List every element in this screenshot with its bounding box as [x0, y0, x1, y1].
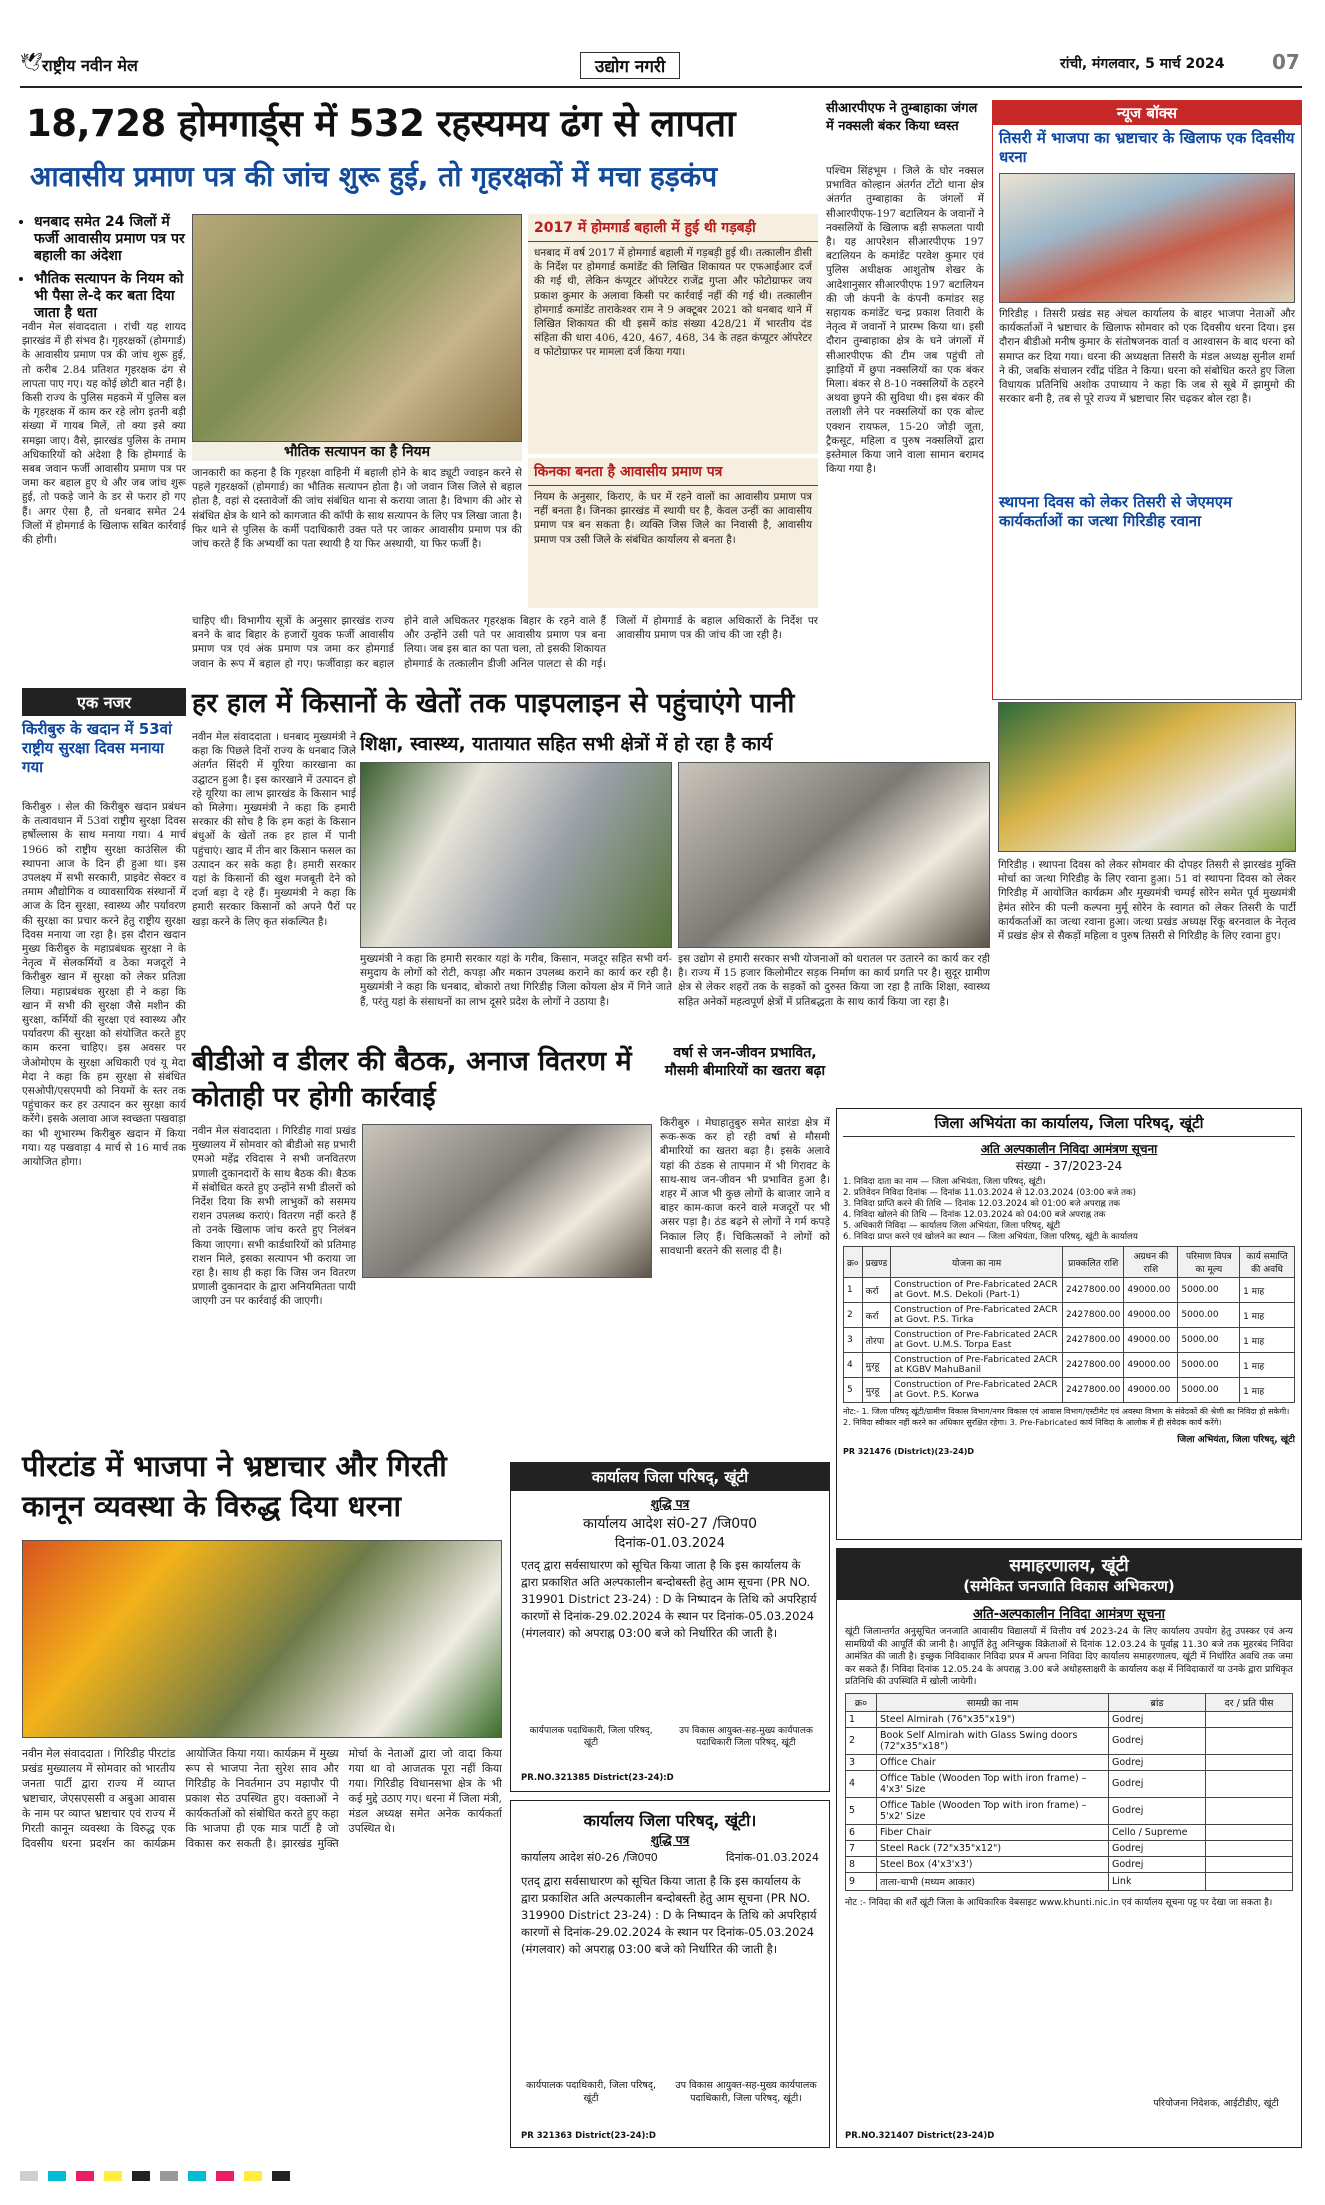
table-row [846, 1770, 1293, 1797]
table-row [844, 1278, 1295, 1303]
side-body-2017: धनबाद में वर्ष 2017 में होमगार्ड बहाली में गड़बड़ी हुई थी। तत्कालीन डीसी के निर्देश पर होमगार्ड कमांडेंट की लिखित शिकायत पर एफआईआर दर्ज की गई थी, लेकिन कंप्यूटर ऑपरेटर राजेंद्र गुप्ता और फोटोग्राफर जय प्रकाश कुमार के अलावा किसी पर कार्रवाई नहीं की गई थी। तत्कालीन होमगार्ड कमांडेंट ताराकेश्वर राम ने 9 अक्टूबर 2021 को धनबाद थाने में लिखित शिकायत की थी इसमें कांड संख्या 428/21 में भारतीय दंड संहिता की धारा 406, 420, 467, 468, 34 के तहत कंप्यूटर ऑपरेटर व फोटोग्राफर पर मामला दर्ज किया गया। [534, 247, 812, 359]
ad-itda-pr: PR.NO.321407 District(23-24)D [845, 2131, 995, 2141]
side-box-residence [528, 458, 818, 608]
ad-itda-notice: अति-अल्पकालीन निविदा आमंत्रण सूचना [972, 1607, 1166, 1622]
ad-itda-table [845, 1693, 1293, 1891]
table-row [844, 1328, 1295, 1353]
paper-name: राष्ट्रीय नवीन मेल [42, 56, 138, 75]
lead-subhead: आवासीय प्रमाण पत्र की जांच शुरू हुई, तो गृहरक्षकों में मचा हड़कंप [30, 160, 718, 193]
table-cell: 4 [846, 1770, 877, 1797]
table-header: क्र० [844, 1247, 863, 1278]
page-number: 07 [1272, 50, 1300, 74]
table-cell: 5000.00 [1178, 1353, 1240, 1378]
dharna-photo [999, 173, 1295, 303]
bdo-body-cont [362, 1282, 652, 1412]
ad-engineer-notes: नोट:- 1. जिला परिषद् खूंटी/ग्रामीण विकास विभाग/नगर विकास एवं आवास विभाग/एस्टीमेट एवं अवस्था विभाग के संवेदकों की श्रेणी का निविदा हो सकेगी। 2. निविदा स्वीकार नहीं करने का अधिकार सुरक्षित रहेगा। 3. Pre-Fabricated कार्य निविदा के आलोक में ही संवेदक कार्य करेंगे। [843, 1407, 1290, 1427]
ad-itda-office: समाहरणालय, खूंटी [837, 1549, 1301, 1576]
table-header: परिमाण विपत्र का मूल्य [1178, 1247, 1240, 1278]
homeguard-parade-photo [192, 214, 522, 442]
table-header: प्राक्कलित राशि [1062, 1247, 1123, 1278]
table-cell: 5000.00 [1178, 1378, 1240, 1403]
cm-stage-photo [678, 762, 990, 948]
farmers-headline: हर हाल में किसानों के खेतों तक पाइपलाइन से पहुंचाएंगे पानी [192, 688, 795, 719]
news-box-item2-headline: स्थापना दिवस को लेकर तिसरी से जेएमएम कार्यकर्ताओं का जत्था गिरिडीह रवाना [999, 493, 1233, 530]
table-row [846, 1840, 1293, 1856]
ad-corr2-office: कार्यालय जिला परिषद्, खूंटी। [583, 1811, 757, 1830]
table-cell: 2427800.00 [1062, 1278, 1123, 1303]
info-row: 5. अधिकारी निविदा — कार्यालय जिला अभियंता, जिला परिषद्, खूंटी [843, 1221, 1061, 1231]
table-cell: Construction of Pre-Fabricated 2ACR at Govt. U.M.S. Torpa East [891, 1328, 1063, 1353]
table-cell: 1 माह [1240, 1378, 1295, 1403]
table-cell: ताला-चाभी (मध्यम आकार) [877, 1872, 1109, 1890]
table-cell: Steel Almirah (76"x35"x19") [877, 1711, 1109, 1727]
table-cell: 1 माह [1240, 1278, 1295, 1303]
farmers-subhead: शिक्षा, स्वास्थ्य, यातायात सहित सभी क्षेत्रों में हो रहा है कार्य [360, 733, 773, 755]
ad-corrigendum-1 [510, 1462, 830, 1792]
lead-body-bottom: चाहिए थी। विभागीय सूत्रों के अनुसार झारखंड राज्य बनने के बाद बिहार के हजारों युवक फर्जी आवासीय प्रमाण पत्र एवं अंक प्रमाण पत्र जमा कर होमगार्ड जवान के रूप में बहाल हो गए। फर्जीवाड़ा कर बहाल होने वाले अधिकतर गृहरक्षक बिहार के रहने वाले हैं और उन्होंने उसी पते पर आवासीय प्रमाण पत्र बना लिया। जब इस बात का पता चला, तो इसकी शिकायत होमगार्ड के तत्कालीन डीजी अनिल पालटा से की गई। जिलों में होमगार्ड के बहाल अधिकारों के निर्देश पर आवासीय प्रमाण पत्र की जांच की जा रही है। [192, 615, 818, 670]
side-body-residence: नियम के अनुसार, किराए, के घर में रहने वालों का आवासीय प्रमाण पत्र नहीं बनता है। जिनका झारखंड में स्थायी घर है, केवल उन्हीं का आवासीय प्रमाण पत्र बन सकता है। व्यक्ति जिस जिले का निवासी है, आवासीय प्रमाण पत्र उसी जिले के संबंधित कार्यालय से बनता है। [534, 491, 812, 546]
table-cell: कर्रा [862, 1278, 891, 1303]
lead-bullet: • भौतिक सत्यापन के नियम को भी पैसा ले-दे कर बता दिया जाता है धता [34, 271, 186, 322]
table-cell: Office Table (Wooden Top with iron frame) – 4'x3' Size [877, 1770, 1109, 1797]
side-head-residence: किनका बनता है आवासीय प्रमाण पत्र [528, 458, 818, 486]
table-cell [1206, 1824, 1293, 1840]
table-cell: 5000.00 [1178, 1278, 1240, 1303]
farmers-caption-right: इस उद्योग से हमारी सरकार सभी योजनाओं को धरातल पर उतारने का कार्य कर रही है। राज्य में 15 हजार किलोमीटर सड़क निर्माण का कार्य प्रगति पर है। सुदूर ग्रामीण क्षेत्र से लेकर शहरों तक के सड़कों को दुरुस्त किया जा रहा है ताकि शिक्षा, स्वास्थ्य सहित अनेकों महत्वपूर्ण क्षेत्रों में प्रतिबद्धता के साथ कार्य किया जा रहा है। [678, 953, 990, 1008]
info-row: 2. प्रतिवेदन निविदा दिनांक — दिनांक 11.03.2024 से 12.03.2024 (03:00 बजे तक) [843, 1188, 1136, 1198]
table-cell: Godrej [1109, 1754, 1206, 1770]
table-row [846, 1824, 1293, 1840]
info-row: 1. निविदा दाता का नाम — जिला अभियंता, जिला परिषद्, खूंटी। [843, 1177, 1046, 1187]
ad-corr2-order-line [511, 1848, 829, 1867]
ad-corr2-sign-left: कार्यपालक पदाधिकारी, जिला परिषद्, खूंटी [526, 2080, 656, 2104]
ad-corr1-text: एतद् द्वारा सर्वसाधारण को सूचित किया जाता है कि इस कार्यालय के द्वारा प्रकाशित अति अल्पकालीन बन्दोबस्ती हेतु आम सूचना (PR NO. 319901 District 23-24) : D के निष्पादन के तिथि को अपरिहार्य कारणों से दिनांक-29.02.2024 के स्थान पर दिनांक-05.03.2024 (मंगलवार) को अपराह्न 03:00 बजे को निर्धारित की जाती है। [521, 1558, 817, 1640]
table-row [844, 1303, 1295, 1328]
table-cell: 1 [846, 1711, 877, 1727]
info-row: 3. निविदा प्राप्ति करने की तिथि — दिनांक 12.03.2024 को 01:00 बजे अपराह्न तक [843, 1199, 1121, 1209]
table-header: क्र० [846, 1693, 877, 1711]
ad-corr2-pr: PR 321363 District(23-24):D [521, 2131, 656, 2141]
table-cell: Godrej [1109, 1711, 1206, 1727]
ad-corr1-office: कार्यालय जिला परिषद्, खूंटी [511, 1463, 829, 1491]
table-cell [1206, 1770, 1293, 1797]
pirtand-headline: पीरटांड में भाजपा ने भ्रष्टाचार और गिरती कानून व्यवस्था के विरुद्ध दिया धरना [22, 1449, 447, 1523]
bird-logo-icon: 🕊 [20, 52, 43, 73]
jmm-rally-photo [998, 702, 1296, 852]
table-row [846, 1872, 1293, 1890]
table-header: प्रखण्ड [862, 1247, 891, 1278]
table-cell: Godrej [1109, 1856, 1206, 1872]
section-label: उद्योग नगरी [580, 52, 680, 79]
table-cell: Office Chair [877, 1754, 1109, 1770]
table-cell: Steel Box (4'x3'x3') [877, 1856, 1109, 1872]
side-head-2017: 2017 में होमगार्ड बहाली में हुई थी गड़बड़ी [528, 214, 818, 242]
lead-body-left: नवीन मेल संवाददाता । रांची यह शायद झारखंड में ही संभव है। गृहरक्षकों (होमगार्ड) के आवासीय प्रमाण पत्र की जांच शुरू हुई, तो करीब 2.84 प्रतिशत गृहरक्षक ढंग से लापता पाए गए। यह कोई छोटी बात नहीं है। किसी राज्य के पुलिस महकमे में पुलिस बल के गृहरक्षक में काम कर रहे लोग इतनी बड़ी संख्या में गायब मिलें, तो क्या इसे क्या समझा जाए। वैसे, झारखंड पुलिस के तमाम अधिकारियों को अंदेशा है कि होमगार्ड के सबब जवान फर्जी आवासीय प्रमाण पत्र पर जमा कर बहाल हुए थे और जब जांच शुरू हुई, तो पकड़े जाने के डर से फरार हो गए हैं। अगर ऐसा है, तो धनबाद समेत 24 जिलों में होमगार्ड के खिलाफ सबित कार्रवाई की होगी। [22, 321, 186, 547]
ad-itda-note: नोट :- निविदा की शर्तें खूंटी जिला के आधिकारिक वेबसाइट www.khunti.nic.in एवं कार्यालय सूचना पट्ट पर देखा जा सकता है। [845, 1897, 1273, 1908]
table-cell: Construction of Pre-Fabricated 2ACR at Govt. P.S. Korwa [891, 1378, 1063, 1403]
table-cell: 1 माह [1240, 1328, 1295, 1353]
masthead [20, 48, 1302, 88]
table-cell: Office Table (Wooden Top with iron frame) – 5'x2' Size [877, 1797, 1109, 1824]
ad-corr1-shuddhi: शुद्धि पत्र [650, 1497, 690, 1511]
ad-engineer-pr: PR 321476 (District)(23-24)D [843, 1447, 975, 1456]
table-cell: 5000.00 [1178, 1303, 1240, 1328]
table-row [846, 1856, 1293, 1872]
ad-corr1-date: दिनांक-01.03.2024 [615, 1536, 725, 1551]
masthead-rule [20, 86, 1302, 88]
table-row [846, 1711, 1293, 1727]
table-cell: 9 [846, 1872, 877, 1890]
bdo-headline: बीडीओ व डीलर की बैठक, अनाज वितरण में कोताही पर होगी कार्रवाई [192, 1046, 632, 1113]
farmers-caption-left: मुख्यमंत्री ने कहा कि हमारी सरकार यहां के गरीब, किसान, मजदूर सहित सभी वर्ग-समुदाय के लोगों को रोटी, कपड़ा और मकान उपलब्ध कराने का कार्य कर रही है। मुख्यमंत्री ने कहा कि धनबाद, बोकारो तथा गिरिडीह जिला कोयला क्षेत्र में गिने जाते हैं, परंतु यहां के संसाधनों का लाभ दूसरे प्रदेश के लोगों ने उठाया है। [360, 953, 672, 1008]
table-cell: 49000.00 [1124, 1278, 1178, 1303]
ad-itda-sign: परियोजना निदेशक, आईटीडीए, खूंटी [1153, 2098, 1279, 2109]
table-cell: Cello / Supreme [1109, 1824, 1206, 1840]
ad-engineer-info [843, 1177, 1295, 1243]
table-cell: Godrej [1109, 1840, 1206, 1856]
table-header: सामग्री का नाम [877, 1693, 1109, 1711]
table-cell: 5 [846, 1797, 877, 1824]
table-cell: Link [1109, 1872, 1206, 1890]
table-header-row [846, 1693, 1293, 1711]
table-header: योजना का नाम [891, 1247, 1063, 1278]
table-cell: Steel Rack (72"x35"x12") [877, 1840, 1109, 1856]
table-cell: Construction of Pre-Fabricated 2ACR at Govt. M.S. Dekoli (Part-1) [891, 1278, 1063, 1303]
table-cell: 2427800.00 [1062, 1353, 1123, 1378]
table-cell: 49000.00 [1124, 1303, 1178, 1328]
table-cell: 49000.00 [1124, 1378, 1178, 1403]
info-row: 6. निविदा प्राप्त करने एवं खोलने का स्थान — जिला अभियंता, जिला परिषद्, खूंटी के कार्यालय [843, 1232, 1138, 1242]
table-row [844, 1378, 1295, 1403]
ek-nazar-label: एक नजर [22, 688, 186, 716]
table-cell: 3 [844, 1328, 863, 1353]
table-cell: 2 [844, 1303, 863, 1328]
ad-corr1-sign-left: कार्यपालक पदाधिकारी, जिला परिषद्, खूंटी [529, 1726, 653, 1748]
dateline: रांची, मंगलवार, 5 मार्च 2024 [1060, 56, 1225, 72]
table-row [846, 1797, 1293, 1824]
ad-itda-intro: खूंटी जिलान्तर्गत अनुसूचित जनजाति आवासीय विद्यालयों में वित्तीय वर्ष 2023-24 के लिए कार्यालय उपयोग हेतु उपस्कर एवं अन्य सामग्रियों की आपूर्ति की जानी है। आपूर्ति हेतु अनिच्छुक विक्रेताओं से दिनांक 12.03.24 के पूर्वाह्न 11.30 बजे तक मुहरबंद निविदा आमंत्रित की जाती है। इच्छुक निविदाकार निविदा प्रपत्र में अपना निविदा दिए कार्यालय समाहरणालय, खूंटी में निर्धारित अवधि तक जमा कर सकते हैं। निविदा दिनांक 12.05.24 के अपराह्न 3.00 बजे अधोहस्ताक्षरी के कार्यालय कक्ष में निविदाकारों या उनके द्वारा प्राधिकृत प्रतिनिधि की उपस्थिति में खोली जायेगी। [845, 1626, 1293, 1687]
table-row [844, 1353, 1295, 1378]
table-row [846, 1727, 1293, 1754]
table-cell: 4 [844, 1353, 863, 1378]
table-cell: Godrej [1109, 1727, 1206, 1754]
lead-headline: 18,728 होमगार्ड्स में 532 रहस्यमय ढंग से लापता [26, 102, 736, 145]
news-box-item1-headline: तिसरी में भाजपा का भ्रष्टाचार के खिलाफ एक दिवसीय धरना [999, 129, 1295, 166]
lead-bullets [22, 214, 186, 328]
table-cell: 1 [844, 1278, 863, 1303]
table-cell: कर्रा [862, 1303, 891, 1328]
info-row: 4. निविदा खोलने की तिथि — दिनांक 12.03.2024 को 04:00 बजे अपराह्न तक [843, 1210, 1106, 1220]
ad-itda-tender [836, 1548, 1302, 2148]
table-row [846, 1754, 1293, 1770]
farmers-body: नवीन मेल संवाददाता । धनबाद मुख्यमंत्री ने कहा कि पिछले दिनों राज्य के धनबाद जिले अंतर्गत सिंदरी में यूरिया कारखाना का उद्घाटन हुआ है। इस कारखाने में उत्पादन हो रहे यूरिया का लाभ झारखंड के किसान भाई को मिलेगा। मुख्यमंत्री ने कहा कि हमारी सरकार की सोच है कि हम कहां के किसान बंधुओं के खेतों तक हर हाल में पानी पहुंचाएं। खाद में तीन बार किसान फसल का उत्पादन कर सके कहा है। हमारी सरकार यहां के किसानों की खुश मजबूती देने को दर्जा बड़ा दे रहे हैं। मुख्यमंत्री ने कहा कि हमारी सरकार किसानों को अपने पैरों पर खड़ा करने के लिए कृत संकल्पित है। [192, 731, 356, 928]
photo-caption: भौतिक सत्यापन का है नियम [192, 442, 522, 461]
table-cell: तोरपा [862, 1328, 891, 1353]
table-header: ब्रांड [1109, 1693, 1206, 1711]
table-cell: 49000.00 [1124, 1328, 1178, 1353]
table-cell [1206, 1754, 1293, 1770]
table-cell: 1 माह [1240, 1303, 1295, 1328]
ad-engineer-table [843, 1246, 1295, 1403]
crpf-headline: सीआरपीएफ ने तुम्बाहाका जंगल में नक्सली बंकर किया ध्वस्त [826, 101, 978, 134]
table-header: कार्य समाप्ति की अवधि [1240, 1247, 1295, 1278]
table-header: अग्रधन की राशि [1124, 1247, 1178, 1278]
table-cell: 7 [846, 1840, 877, 1856]
side-box-2017 [528, 214, 818, 454]
news-box-item1-body: गिरिडीह । तिसरी प्रखंड सह अंचल कार्यालय के बाहर भाजपा नेताओं और कार्यकर्ताओं ने भ्रष्टाचार के खिलाफ सोमवार को एक दिवसीय धरना दिया। इस दौरान बीडीओ मनीष कुमार के संतोषजनक वार्ता व आश्वासन के बाद धरना को समाप्त कर दिया गया। धरना की अध्यक्षता तिसरी के मंडल अध्यक्ष सुनील शर्मा ने की, जबकि संचालन रवींद्र पंडित ने किया। धरना को संबोधित करते हुए जिला विधायक प्रतिनिधि अशोक उपाध्याय ने कहा कि जब से सूबे में झामुमो की सरकार बनी है, तब से पूरे राज्य में भ्रष्टाचार सिर चढ़कर बोल रहा है। [999, 308, 1295, 406]
table-header-row [844, 1247, 1295, 1278]
ad-engineer-office: जिला अभियंता का कार्यालय, जिला परिषद्, खूंटी [843, 1113, 1295, 1137]
ad-corr2-sign-right: उप विकास आयुक्त-सह-मुख्य कार्यपालक पदाधिकारी, जिला परिषद्, खूंटी। [675, 2080, 817, 2104]
ad-corr1-order: कार्यालय आदेश सं0-27 /जि0प0 [582, 1516, 758, 1532]
table-cell: 49000.00 [1124, 1353, 1178, 1378]
table-cell: मुरहू [862, 1378, 891, 1403]
ad-engineer-tender [836, 1108, 1302, 1540]
color-registration-strip [20, 2166, 1302, 2180]
ad-corr2-shuddhi: शुद्धि पत्र [650, 1833, 690, 1847]
bdo-meeting-photo [362, 1124, 652, 1278]
table-cell: Godrej [1109, 1770, 1206, 1797]
table-cell [1206, 1711, 1293, 1727]
table-cell: Godrej [1109, 1797, 1206, 1824]
ad-engineer-number: संख्या - 37/2023-24 [1015, 1159, 1123, 1173]
pirtand-body: नवीन मेल संवाददाता । गिरिडीह पीरटांड प्रखंड मुख्यालय में सोमवार को भारतीय जनता पार्टी द्वारा राज्य में व्याप्त भ्रष्टाचार, जेएसएससी व अबुआ आवास के नाम पर व्याप्त भ्रष्टाचार एवं राज्य में गिरती कानून व्यवस्था के विरुद्ध एक दिवसीय धरना प्रदर्शन का कार्यक्रम आयोजित किया गया। कार्यक्रम में मुख्य रूप से भाजपा नेता सुरेश साव और गिरिडीह के निवर्तमान उप महापौर पी प्रकाश सेठ उपस्थित हुए। वक्ताओं ने कार्यकर्ताओं को संबोधित करते हुए कहा कि भाजपा ही एक मात्र पार्टी है जो विकास कर सकती है। झारखंड मुक्ति मोर्चा के नेताओं द्वारा जो वादा किया गया था वो आजतक पूरा नहीं किया गया। गिरिडीह विधानसभा क्षेत्र के भी कई मुद्दे उठाए गए। धरना में जिला मंत्री, मंडल अध्यक्ष समेत अनेक कार्यकर्ता उपस्थित थे। [22, 1747, 502, 1850]
ad-corrigendum-2 [510, 1800, 830, 2148]
table-cell: Construction of Pre-Fabricated 2ACR at KGBV MahuBanil [891, 1353, 1063, 1378]
table-cell: 2427800.00 [1062, 1328, 1123, 1353]
ek-nazar-headline: किरीबुरु के खदान में 53वां राष्ट्रीय सुरक्षा दिवस मनाया गया [22, 720, 172, 776]
table-cell: Construction of Pre-Fabricated 2ACR at Govt. P.S. Tirka [891, 1303, 1063, 1328]
weather-body: किरीबुरु । मेघाहातुबुरु समेत सारंडा क्षेत्र में रूक-रूक कर हो रही वर्षा से मौसमी बीमारियों का खतरा बढ़ा है। इसके अलावे यहां की ठंडक से तापमान में भी गिरावट के साथ-साथ जन-जीवन भी प्रभावित हुआ है। शहर में आज भी कुछ लोगों के बाजार जाने व बाहर काम-काज करने वाले मजदूरों पर भी असर पड़ा है। ठंड बढ़ने से लोगों ने गर्म कपड़े निकाल लिए हैं। चिकित्सकों ने लोगों को सावधानी बरतने की सलाह दी है। [660, 1117, 830, 1257]
news-box [992, 100, 1302, 700]
ad-corr1-sign-right: उप विकास आयुक्त-सह-मुख्य कार्यपालक पदाधिकारी जिला परिषद्, खूंटी [679, 1726, 813, 1748]
table-cell [1206, 1872, 1293, 1890]
table-header: दर / प्रति पीस [1206, 1693, 1293, 1711]
lead-bullet: • धनबाद समेत 24 जिलों में फर्जी आवासीय प्रमाण पत्र पर बहाली का अंदेशा [34, 214, 186, 265]
table-cell: 5000.00 [1178, 1328, 1240, 1353]
news-box-label: न्यूज बॉक्स [993, 101, 1301, 125]
table-cell: 2427800.00 [1062, 1378, 1123, 1403]
table-cell: 3 [846, 1754, 877, 1770]
table-cell: 6 [846, 1824, 877, 1840]
table-cell [1206, 1797, 1293, 1824]
ad-corr2-date: दिनांक-01.03.2024 [725, 1851, 819, 1864]
bjp-dharna-photo [22, 1540, 502, 1738]
table-cell: मुरहू [862, 1353, 891, 1378]
table-cell: 8 [846, 1856, 877, 1872]
ad-corr2-order: कार्यालय आदेश सं0-26 /जि0प0 [521, 1851, 658, 1864]
table-cell [1206, 1727, 1293, 1754]
news-box-item2-body: गिरिडीह । स्थापना दिवस को लेकर सोमवार की दोपहर तिसरी से झारखंड मुक्ति मोर्चा का जत्था गिरिडीह के लिए रवाना हुआ। 51 वां स्थापना दिवस को लेकर गिरिडीह में आयोजित कार्यक्रम और मुख्यमंत्री चम्पई सोरेन समेत पूर्व मुख्यमंत्री हेमंत सोरेन की पत्नी कल्पना मुर्मू सोरेन के स्वागत को लेकर तिसरी के पार्टी कार्यकर्ताओं का जत्था रवाना हुआ। जत्था प्रखंड अध्यक्ष रिंकू बरनवाल के नेतृत्व में प्रखंड क्षेत्र से सैकड़ों महिला व पुरुष तिसरी से गिरिडीह के लिए रवाना हुए। [998, 859, 1296, 943]
ad-corr1-pr: PR.NO.321385 District(23-24):D [521, 1773, 674, 1783]
table-cell: Book Self Almirah with Glass Swing doors (72"x35"x18") [877, 1727, 1109, 1754]
table-cell: 1 माह [1240, 1353, 1295, 1378]
cm-speech-photo [360, 762, 672, 948]
table-cell [1206, 1840, 1293, 1856]
table-cell: 5 [844, 1378, 863, 1403]
ad-engineer-notice: अति अल्पकालीन निविदा आमंत्रण सूचना [980, 1142, 1158, 1156]
ad-itda-sub: (समेकित जनजाति विकास अभिकरण) [837, 1576, 1301, 1600]
table-cell [1206, 1856, 1293, 1872]
weather-headline: वर्षा से जन-जीवन प्रभावित, मौसमी बीमारियों का खतरा बढ़ा [664, 1045, 826, 1079]
bdo-body: नवीन मेल संवाददाता । गिरिडीह गावां प्रखंड मुख्यालय में सोमवार को बीडीओ सह प्रभारी एमओ महेंद्र रविदास ने सभी जनवितरण प्रणाली दुकानदारों के साथ बैठक की। बैठक में संबोधित करते हुए उन्होंने सभी डीलरों को निर्देश दिया कि सभी लाभुकों को ससमय राशन उपलब्ध कराएं। वितरण नहीं करते हैं तो उनके खिलाफ जांच करते हुए निलंबन किया जाएगा। सभी कार्डधारियों को प्रतिमाह राशन मिले, इसका सत्यापन भी कराया जा रहा है। साथ ही कहा कि जिस जन वितरण प्रणाली दुकानदार के द्वारा अनियमितता पायी जाएगी उन पर कार्रवाई की जाएगी। [192, 1125, 356, 1308]
ad-engineer-sign: जिला अभियंता, जिला परिषद्, खूंटी [1177, 1435, 1295, 1445]
table-cell: 2427800.00 [1062, 1303, 1123, 1328]
ek-nazar-body: किरीबुरु । सेल की किरीबुरु खदान प्रबंधन के तत्वावधान में 53वां राष्ट्रीय सुरक्षा दिवस हर्षोल्लास के साथ मनाया गया। 4 मार्च 1966 को राष्ट्रीय सुरक्षा काउंसिल की स्थापना आज के दिन ही हुआ था। इस उपलक्ष्य में सभी सरकारी, प्राइवेट सेक्टर व तमाम औद्योगिक व व्यावसायिक संस्थानों में आज के दिन सुरक्षा, स्वास्थ्य और पर्यावरण की सुरक्षा का प्रचार करने हेतु राष्ट्रीय सुरक्षा दिवस मनाया जा रहा है। इस दौरान खदान मुख्य किरीबुरु के महाप्रबंधक सुरक्षा ने के नेतृत्व में सेलकर्मियों व ठेका मजदूरों ने किरीबुरु खान में सुरक्षा को लेकर प्रतिज्ञा लिया। महाप्रबंधक सुरक्षा ही ने कहा कि खान में सभी की सुरक्षा जैसे मशीन की सुरक्षा, कर्मियों की सुरक्षा एवं स्वास्थ्य और पर्यावरण की सुरक्षा को संयोजित करते हुए काम करना चाहिए। इस अवसर पर जेओमोएम के सुरक्षा अधिकारी एवं यू मेदा मेदा ने कहा कि हम सुरक्षा से संबंधित एसओपी/एसएमपी को नियमों के स्तर तक पहुंचाकर कर हर उत्पादन कर सुरक्षा कार्य करेंगे। इसके अलावा आज स्वच्छता पखवाड़ा का भी शुभारम्भ किरीबुरु खदान में किया गया। यह पखवाड़ा 4 मार्च से 16 मार्च तक आयोजित होगा। [22, 801, 186, 1169]
table-cell: 2 [846, 1727, 877, 1754]
crpf-body: पश्चिम सिंहभूम । जिले के घोर नक्सल प्रभावित कोल्हान अंतर्गत टोंटो थाना क्षेत्र अंतर्गत तुम्बाहाका के जंगलों में सीआरपीएफ-197 बटालियन के जवानों ने नक्सलियों के खिलाफ बड़ी सफलता पायी है। यह आपरेशन सीआरपीएफ 197 बटालियन के कमांडेंट परवेश कुमार एवं पुलिस अधीक्षक आशुतोष शेखर के आदेशानुसार सीआरपीएफ 197 बटालियन की जी कंपनी के कंपनी कमांडर सह सहायक कमांडेंट चन्द्र प्रकाश तिवारी के नेतृत्व में जवानों ने प्रारम्भ किया था। इसी दौरान तुम्बाहाका क्षेत्र के घने जंगलों में सीआरपीएफ की टीम जब पहुंची तो झाड़ियों में छुपा नक्सलियों का एक बंकर मिला। बंकर से 8-10 नक्सलियों के ठहरने अथवा छुपने की सुविधा थी। इस बंकर की तलाशी लेने पर नक्सलियों का एक बोल्ट एक्शन रायफल, 15-20 जोड़ी जूता, ट्रैकसूट, महिला व पुरुष नक्सलियों द्वारा इस्तेमाल किया जाने वाला सामान बरामद किया गया है। [826, 165, 984, 476]
ad-corr2-text: एतद् द्वारा सर्वसाधारण को सूचित किया जाता है कि इस कार्यालय के द्वारा प्रकाशित अति अल्पकालीन बन्दोबस्ती हेतु आम सूचना (PR NO. 319900 District 23-24) : D के निष्पादन के तिथि को अपरिहार्य कारणों से दिनांक-29.02.2024 के स्थान पर दिनांक-05.03.2024 (मंगलवार) को अपराह्न 03:00 बजे को निर्धारित की जाती है। [521, 1874, 817, 1956]
table-cell: Fiber Chair [877, 1824, 1109, 1840]
lead-body-mid: जानकारी का कहना है कि गृहरक्षा वाहिनी में बहाली होने के बाद ड्यूटी ज्वाइन करने से पहले गृहरक्षकों (होमगार्ड) का भौतिक सत्यापन होता है। जो जवान जिस जिले से बहाल होता है, वहां से दस्तावेजों की जांच संबंधित थाना से कराया जाता है। विभाग की ओर से संबंधित क्षेत्र के थाने को कागजात की कॉपी के साथ सत्यापन के लिए पत्र लिखा जाता है। फिर थाने से पुलिस के कर्मी पदाधिकारी उक्त पते पर जाकर आवासीय प्रमाण पत्र की जांच करते हैं कि अभ्यर्थी का पता स्थायी है या फिर अस्थायी, या फिर फर्जी है। [192, 467, 522, 551]
